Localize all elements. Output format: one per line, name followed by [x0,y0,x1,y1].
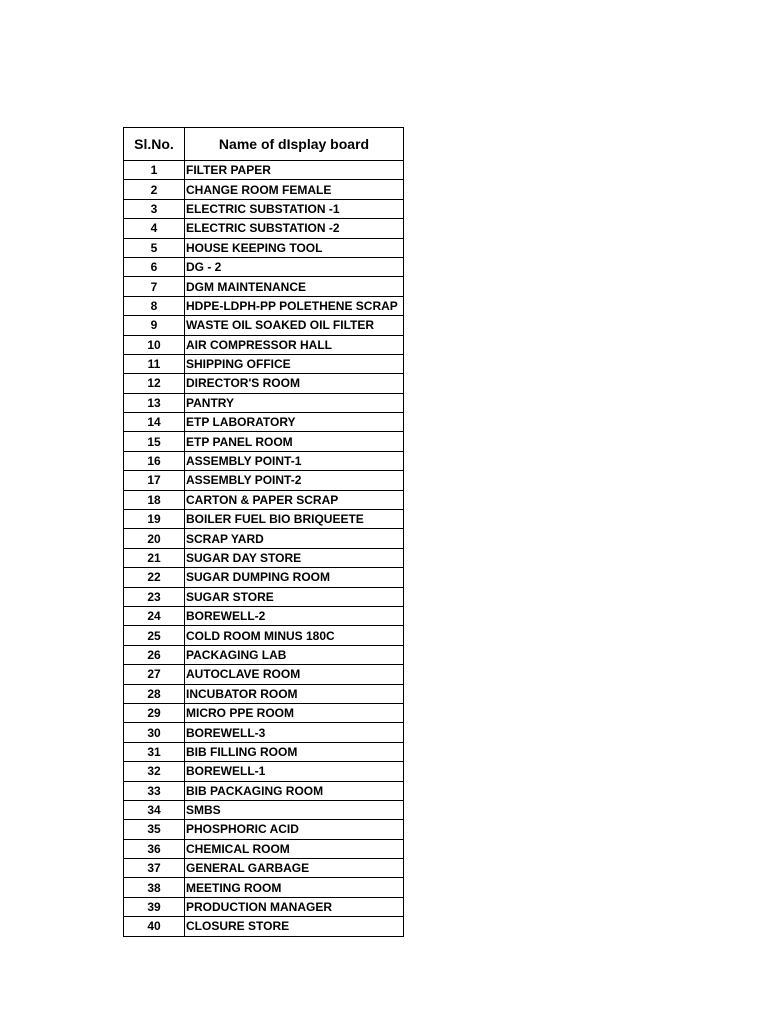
board-name-cell: PRODUCTION MANAGER [185,897,404,916]
table-row [124,606,404,625]
board-name-cell: ETP LABORATORY [185,413,404,432]
serial-number-cell: 1 [124,161,185,180]
board-name-cell: DG - 2 [185,257,404,276]
table-row [124,374,404,393]
table-row [124,316,404,335]
serial-number-cell: 33 [124,781,185,800]
table-row [124,665,404,684]
serial-number-cell: 10 [124,335,185,354]
table-row [124,839,404,858]
board-name-cell: PHOSPHORIC ACID [185,820,404,839]
serial-number-cell: 19 [124,510,185,529]
serial-number-cell: 25 [124,626,185,645]
table-row [124,587,404,606]
table-row [124,878,404,897]
table-row [124,451,404,470]
serial-number-cell: 8 [124,296,185,315]
board-name-cell: SUGAR STORE [185,587,404,606]
serial-number-cell: 29 [124,703,185,722]
board-name-cell: BOREWELL-1 [185,762,404,781]
serial-number-cell: 32 [124,762,185,781]
table-row [124,296,404,315]
board-name-cell: AIR COMPRESSOR HALL [185,335,404,354]
table-row [124,723,404,742]
board-name-cell: PACKAGING LAB [185,645,404,664]
header-board-name: Name of dIsplay board [185,128,404,161]
table-row [124,897,404,916]
serial-number-cell: 11 [124,354,185,373]
serial-number-cell: 35 [124,820,185,839]
board-name-cell: GENERAL GARBAGE [185,859,404,878]
serial-number-cell: 3 [124,199,185,218]
table-row [124,257,404,276]
serial-number-cell: 4 [124,219,185,238]
board-name-cell: ETP PANEL ROOM [185,432,404,451]
board-name-cell: MEETING ROOM [185,878,404,897]
serial-number-cell: 17 [124,471,185,490]
board-name-cell: WASTE OIL SOAKED OIL FILTER [185,316,404,335]
table-row [124,219,404,238]
serial-number-cell: 28 [124,684,185,703]
table-row [124,626,404,645]
board-name-cell: SUGAR DUMPING ROOM [185,568,404,587]
board-name-cell: CHEMICAL ROOM [185,839,404,858]
serial-number-cell: 22 [124,568,185,587]
serial-number-cell: 7 [124,277,185,296]
serial-number-cell: 27 [124,665,185,684]
table-row [124,684,404,703]
table-row [124,161,404,180]
table-row [124,180,404,199]
table-row [124,529,404,548]
board-name-cell: ELECTRIC SUBSTATION -2 [185,219,404,238]
table-row [124,354,404,373]
table-row [124,781,404,800]
board-name-cell: CHANGE ROOM FEMALE [185,180,404,199]
table-row [124,199,404,218]
serial-number-cell: 20 [124,529,185,548]
board-name-cell: PANTRY [185,393,404,412]
table-row [124,820,404,839]
table-row [124,238,404,257]
header-serial-number: Sl.No. [124,128,185,161]
table-row [124,471,404,490]
table-row [124,393,404,412]
table-row [124,277,404,296]
board-name-cell: HDPE-LDPH-PP POLETHENE SCRAP [185,296,404,315]
serial-number-cell: 26 [124,645,185,664]
serial-number-cell: 38 [124,878,185,897]
table-row [124,548,404,567]
serial-number-cell: 6 [124,257,185,276]
table-header-row [124,128,404,161]
table-row [124,432,404,451]
serial-number-cell: 34 [124,800,185,819]
serial-number-cell: 16 [124,451,185,470]
board-name-cell: ASSEMBLY POINT-2 [185,471,404,490]
serial-number-cell: 39 [124,897,185,916]
serial-number-cell: 31 [124,742,185,761]
board-name-cell: BOREWELL-3 [185,723,404,742]
board-name-cell: AUTOCLAVE ROOM [185,665,404,684]
board-name-cell: SCRAP YARD [185,529,404,548]
board-name-cell: SMBS [185,800,404,819]
document-sheet [123,127,404,937]
table-row [124,413,404,432]
serial-number-cell: 13 [124,393,185,412]
board-name-cell: DIRECTOR'S ROOM [185,374,404,393]
table-row [124,742,404,761]
serial-number-cell: 30 [124,723,185,742]
table-row [124,490,404,509]
table-row [124,510,404,529]
board-name-cell: CARTON & PAPER SCRAP [185,490,404,509]
board-name-cell: BOREWELL-2 [185,606,404,625]
board-name-cell: BIB PACKAGING ROOM [185,781,404,800]
serial-number-cell: 5 [124,238,185,257]
serial-number-cell: 21 [124,548,185,567]
board-name-cell: ASSEMBLY POINT-1 [185,451,404,470]
table-row [124,859,404,878]
table-row [124,335,404,354]
board-name-cell: BOILER FUEL BIO BRIQUEETE [185,510,404,529]
board-name-cell: CLOSURE STORE [185,917,404,936]
serial-number-cell: 40 [124,917,185,936]
serial-number-cell: 14 [124,413,185,432]
serial-number-cell: 24 [124,606,185,625]
table-row [124,800,404,819]
serial-number-cell: 12 [124,374,185,393]
serial-number-cell: 36 [124,839,185,858]
board-name-cell: INCUBATOR ROOM [185,684,404,703]
serial-number-cell: 9 [124,316,185,335]
board-name-cell: FILTER PAPER [185,161,404,180]
table-row [124,917,404,936]
serial-number-cell: 2 [124,180,185,199]
table-row [124,762,404,781]
board-name-cell: HOUSE KEEPING TOOL [185,238,404,257]
board-name-cell: MICRO PPE ROOM [185,703,404,722]
serial-number-cell: 15 [124,432,185,451]
table-row [124,568,404,587]
board-name-cell: SHIPPING OFFICE [185,354,404,373]
display-board-table [123,127,404,937]
board-name-cell: COLD ROOM MINUS 180C [185,626,404,645]
table-row [124,645,404,664]
serial-number-cell: 37 [124,859,185,878]
board-name-cell: BIB FILLING ROOM [185,742,404,761]
board-name-cell: ELECTRIC SUBSTATION -1 [185,199,404,218]
board-name-cell: DGM MAINTENANCE [185,277,404,296]
board-name-cell: SUGAR DAY STORE [185,548,404,567]
table-body [124,161,404,937]
table-row [124,703,404,722]
serial-number-cell: 18 [124,490,185,509]
serial-number-cell: 23 [124,587,185,606]
